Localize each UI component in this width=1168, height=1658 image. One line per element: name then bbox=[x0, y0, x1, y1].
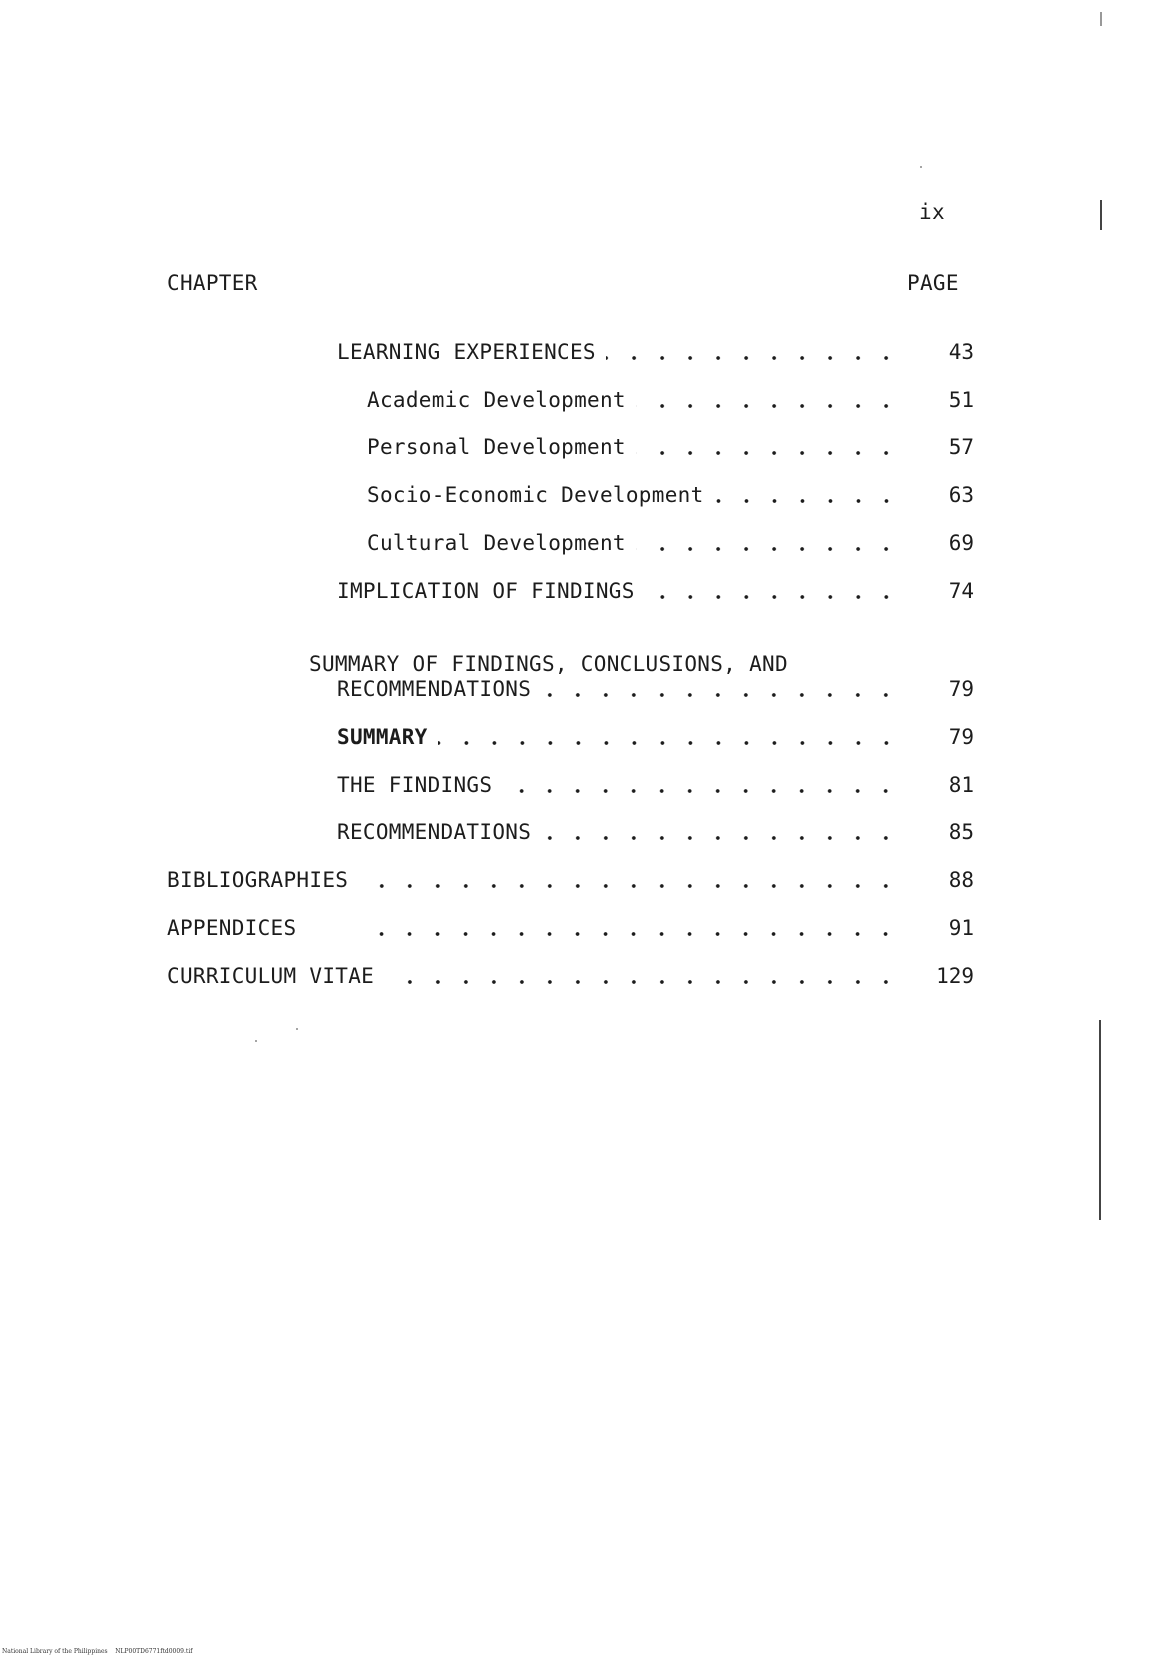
dot-leader bbox=[541, 693, 900, 697]
toc-entry-page: 63 bbox=[948, 483, 974, 507]
toc-entry-label: RECOMMENDATIONS bbox=[337, 677, 532, 701]
dot-leader bbox=[366, 932, 900, 936]
toc-entry-page: 43 bbox=[948, 340, 974, 364]
toc-entry-label: BIBLIOGRAPHIES bbox=[167, 868, 349, 892]
scan-speck bbox=[255, 1040, 257, 1042]
scan-edge-mark bbox=[1100, 200, 1102, 230]
column-header-page: PAGE bbox=[907, 271, 959, 295]
footer-library: National Library of the Philippines bbox=[2, 1648, 108, 1655]
dot-leader bbox=[384, 980, 900, 984]
dot-leader bbox=[636, 404, 900, 408]
toc-entry-label: Cultural Development bbox=[367, 531, 626, 555]
toc-entry-page: 74 bbox=[948, 579, 974, 603]
toc-entry-summary bbox=[337, 723, 974, 749]
toc-entry-label: THE FINDINGS bbox=[337, 773, 493, 797]
dot-leader bbox=[645, 595, 900, 599]
toc-entry-appendices bbox=[167, 914, 974, 940]
dot-leader bbox=[714, 499, 900, 503]
scan-edge-mark bbox=[1099, 1020, 1101, 1220]
dot-leader bbox=[636, 451, 900, 455]
toc-entry-page: 129 bbox=[936, 964, 974, 988]
dot-leader bbox=[502, 789, 900, 793]
toc-entry-page: 81 bbox=[948, 773, 974, 797]
toc-entry-label: Personal Development bbox=[367, 435, 626, 459]
toc-entry-page: 69 bbox=[948, 531, 974, 555]
toc-entry-label: RECOMMENDATIONS bbox=[337, 820, 532, 844]
toc-entry-implication-of-findings bbox=[337, 577, 974, 603]
toc-entry-learning-experiences bbox=[337, 338, 974, 364]
footer-file: NLP00TD6771ftd0009.tif bbox=[115, 1648, 193, 1655]
toc-entry-curriculum-vitae bbox=[167, 962, 974, 988]
toc-entry-page: 91 bbox=[948, 916, 974, 940]
toc-entry-page: 85 bbox=[948, 820, 974, 844]
toc-entry-label: CURRICULUM VITAE bbox=[167, 964, 375, 988]
toc-entry-academic-development bbox=[367, 386, 974, 412]
toc-entry-personal-development bbox=[367, 433, 974, 459]
scan-edge-mark bbox=[1100, 12, 1102, 26]
toc-entry-bibliographies bbox=[167, 866, 974, 892]
toc-entry-the-findings bbox=[337, 771, 974, 797]
toc-entry-page: 88 bbox=[948, 868, 974, 892]
toc-entry-label: Academic Development bbox=[367, 388, 626, 412]
toc-entry-label: SUMMARY bbox=[337, 725, 428, 749]
toc-entry-page: 57 bbox=[948, 435, 974, 459]
toc-entry-recommendations bbox=[337, 818, 974, 844]
toc-chapter-heading-summary: SUMMARY OF FINDINGS, CONCLUSIONS, AND bbox=[309, 652, 788, 676]
toc-entry-summary-chapter bbox=[337, 675, 974, 701]
page-number: ix bbox=[919, 200, 945, 224]
scan-speck bbox=[920, 166, 922, 168]
dot-leader bbox=[606, 356, 900, 360]
toc-entry-page: 79 bbox=[948, 725, 974, 749]
toc-entry-cultural-development bbox=[367, 529, 974, 555]
dot-leader bbox=[438, 741, 900, 745]
toc-entry-label: Socio-Economic Development bbox=[367, 483, 704, 507]
toc-entry-label: APPENDICES bbox=[167, 916, 297, 940]
dot-leader bbox=[358, 884, 900, 888]
scan-footer bbox=[2, 1648, 192, 1656]
dot-leader bbox=[636, 547, 900, 551]
scan-speck bbox=[296, 1028, 298, 1030]
toc-entry-page: 79 bbox=[948, 677, 974, 701]
toc-entry-socio-economic-development bbox=[367, 481, 974, 507]
toc-entry-label: LEARNING EXPERIENCES bbox=[337, 340, 596, 364]
dot-leader bbox=[541, 836, 900, 840]
column-header-chapter: CHAPTER bbox=[167, 271, 258, 295]
toc-entry-label: IMPLICATION OF FINDINGS bbox=[337, 579, 635, 603]
toc-entry-page: 51 bbox=[948, 388, 974, 412]
